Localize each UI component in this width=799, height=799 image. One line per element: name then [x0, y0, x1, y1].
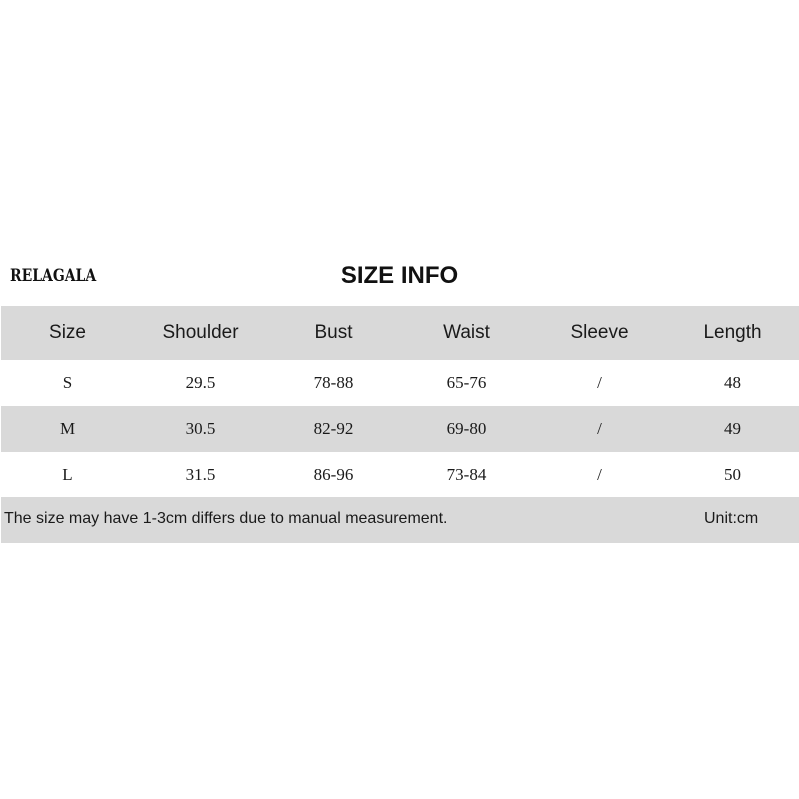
header-bust: Bust: [314, 322, 353, 343]
cell-sleeve: /: [597, 373, 602, 392]
table-row: [1, 406, 799, 452]
cell-sleeve: /: [597, 419, 602, 438]
cell-size: S: [62, 373, 73, 392]
cell-waist: 65-76: [446, 373, 487, 392]
unit-label: Unit:cm: [704, 510, 759, 527]
table-header-row: [1, 306, 799, 360]
cell-bust: 86-96: [313, 465, 354, 484]
size-table: [1, 306, 799, 498]
measurement-note: The size may have 1-3cm differs due to manual measurement.: [4, 510, 448, 527]
cell-sleeve: /: [597, 465, 602, 484]
cell-length: 50: [724, 465, 741, 484]
header-waist: Waist: [443, 322, 490, 343]
cell-length: 49: [724, 419, 741, 438]
cell-shoulder: 29.5: [185, 373, 216, 392]
cell-waist: 69-80: [446, 419, 487, 438]
cell-shoulder: 30.5: [185, 419, 216, 438]
cell-bust: 78-88: [313, 373, 354, 392]
cell-size: L: [62, 465, 73, 484]
cell-length: 48: [724, 373, 741, 392]
table-row: [1, 452, 799, 498]
cell-shoulder: 31.5: [185, 465, 216, 484]
header-length: Length: [703, 322, 762, 343]
header-shoulder: Shoulder: [162, 322, 239, 343]
cell-size: M: [59, 419, 76, 438]
table-row: [1, 360, 799, 406]
footnote-band: [1, 497, 799, 543]
brand-logo: RELAGALA: [10, 266, 97, 286]
cell-bust: 82-92: [313, 419, 354, 438]
header-size: Size: [49, 322, 86, 343]
header-sleeve: Sleeve: [570, 322, 629, 343]
cell-waist: 73-84: [446, 465, 487, 484]
page-title: SIZE INFO: [340, 262, 459, 289]
